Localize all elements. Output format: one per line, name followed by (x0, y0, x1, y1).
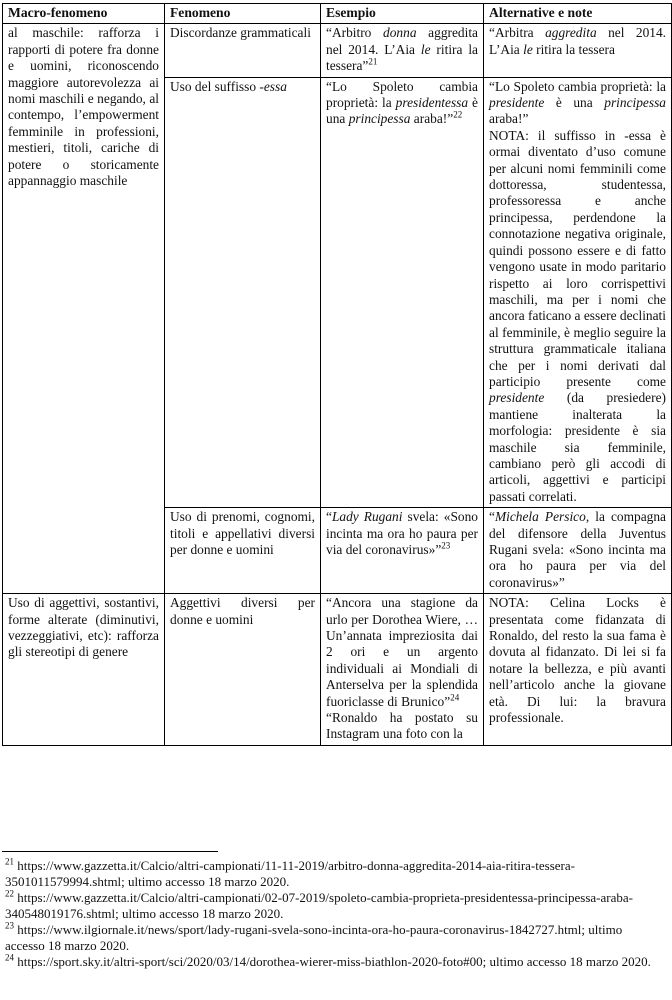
esempio-text: araba!” (410, 111, 454, 127)
footnote-link[interactable]: https://sport.sky.it/altri-sport/sci/2020/03/14/dorothea-wierer-miss-biathlon-2020-foto#00; ultimo accesso 18 marzo 2020. (14, 954, 651, 969)
esempio-italic: donna (383, 25, 417, 41)
header-alternative-note: Alternative e note (484, 4, 672, 24)
fenomeno-cell-aggettivi: Aggettivi diversi per donne e uomini (165, 594, 321, 746)
esempio-italic: Lady Rugani (331, 509, 403, 525)
note-italic: aggredita (545, 25, 597, 41)
esempio-text: svela: «Sono incinta ma ora ho paura per via del coronavirus»” (326, 509, 478, 557)
footnote-link[interactable]: https://www.gazzetta.it/Calcio/altri-campionati/02-07-2019/spoleto-cambia-proprieta-presidentessa-principessa-araba-340548019176.shtml; ultimo accesso 18 marzo 2020. (5, 890, 633, 921)
table-header-row (3, 4, 672, 24)
esempio-italic: le (420, 41, 431, 57)
note-text: “Lo Spoleto cambia proprietà: la (489, 78, 666, 94)
macro-cell-aggettivi: Uso di aggettivi, sostantivi, forme alterate (diminutivi, vezzeggiativi, etc): rafforza gli stereotipi di genere (3, 594, 165, 746)
footnote-number: 21 (5, 856, 14, 867)
esempio-text: “ (326, 509, 332, 525)
footnotes (5, 858, 665, 971)
header-macro-fenomeno: Macro-fenomeno (3, 4, 165, 24)
note-text: NOTA: il suffisso in -essa è ormai diventato d’uso comune per alcuni nomi femminili come dottoressa, studentessa, professoressa e anche principessa, perdendone la connotazione negativa originale, quindi possono essere e di fatto vengono usate in modo paritario rispetto ai loro corrispettivi maschili, ma per i nomi che ancora faticano a essere declinati al femminile, è meglio seguire la struttura grammaticale italiana che per i nomi derivati dal participio presente come (489, 127, 666, 389)
macro-cell-maschile: al maschile: rafforza i rapporti di potere fra donne e uomini, riconoscendo maggiore autorevolezza ai nomi maschili e negando, al contempo, l’empowerment femminile in professioni, mestieri, titoli, cariche di potere o storicamente appannaggio maschile (3, 24, 165, 594)
esempio-text: “Ronaldo ha postato su Instagram una foto con la (326, 710, 478, 742)
note-italic: le (523, 41, 533, 57)
note-italic: Michela Persico (494, 509, 586, 525)
esempio-text: “Arbitro (326, 25, 384, 41)
table-row (3, 24, 672, 77)
footnote-ref-24[interactable]: 24 (450, 692, 460, 703)
fenomeno-italic: -essa (259, 78, 287, 94)
note-text: araba!” (489, 111, 529, 127)
esempio-text: ritira la tessera” (326, 41, 478, 74)
footnote-number: 23 (5, 920, 14, 931)
header-fenomeno: Fenomeno (165, 4, 321, 24)
footnote-24 (5, 954, 665, 970)
footnote-23 (5, 922, 665, 953)
esempio-cell-arbitro (321, 24, 484, 77)
note-text: nel 2014. L’Aia (489, 25, 667, 57)
footnote-ref-22[interactable]: 22 (453, 109, 463, 120)
note-cell-arbitra (484, 24, 672, 77)
esempio-text: aggredita nel 2014. L’Aia (326, 25, 478, 57)
footnote-21 (5, 858, 665, 889)
note-italic: principessa (604, 95, 666, 111)
esempio-text: “Ancora una stagione da urlo per Dorothea Wiere, … Un’annata impreziosita dai 2 ori e un argento individuali ai Mondiali di Anterselva per la splendida fuoriclasse di Brunico” (326, 595, 478, 709)
esempio-italic: presidentessa (395, 95, 469, 111)
fenomeno-cell-prenomi: Uso di prenomi, cognomi, titoli e appellativi diversi per donne e uomini (165, 508, 321, 594)
esempio-cell-spoleto (321, 77, 484, 508)
esempio-italic: principessa (348, 111, 411, 127)
note-cell-persico (484, 508, 672, 594)
header-esempio: Esempio (321, 4, 484, 24)
footnote-22 (5, 890, 665, 921)
phenomena-table (2, 3, 672, 746)
note-text: , la compagna del difensore della Juventus Rugani svela: «Sono incinta ma ora ho paura per via del coronavirus»” (489, 509, 667, 590)
footnote-number: 22 (5, 888, 14, 899)
esempio-text: “Lo Spoleto cambia proprietà: la (326, 78, 478, 111)
note-italic: presidente (489, 95, 545, 111)
footnote-number: 24 (5, 952, 14, 963)
footnote-ref-21[interactable]: 21 (368, 56, 378, 67)
footnote-separator (2, 851, 218, 852)
note-cell-presidente (484, 77, 672, 508)
footnote-link[interactable]: https://www.ilgiornale.it/news/sport/lady-rugani-svela-sono-incinta-ora-ho-paura-coronavirus-1842727.html; ultimo accesso 18 marzo 2020. (5, 922, 623, 953)
esempio-text: è una (326, 95, 478, 127)
note-text: (da presiedere) mantiene inalterata la morfologia: presidente è sia maschile sia femminile, cambiano però gli accodi di articoli, aggettivi e participi passati correlati. (489, 390, 666, 504)
esempio-cell-rugani (321, 508, 484, 594)
fenomeno-cell-discordanze: Discordanze grammaticali (165, 24, 321, 77)
footnote-ref-23[interactable]: 23 (441, 540, 451, 551)
note-cell-locks: NOTA: Celina Locks è presentata come fidanzata di Ronaldo, del resto la sua fama è dovuta al fidanzato. Di lei si fa notare la bellezza, e più avanti nell’articolo anche la giovane età. Di lui: la bravura professionale. (484, 594, 672, 746)
table-row (3, 594, 672, 746)
esempio-cell-wierer (321, 594, 484, 746)
note-text: ritira la tessera (532, 41, 615, 57)
note-text: è una (544, 95, 605, 111)
note-text: “ (489, 509, 495, 525)
fenomeno-text: Uso del suffisso (170, 78, 260, 94)
footnote-link[interactable]: https://www.gazzetta.it/Calcio/altri-campionati/11-11-2019/arbitro-donna-aggredita-2014-aia-ritira-tessera-3501011579994.shtml; ultimo accesso 18 marzo 2020. (5, 858, 575, 889)
fenomeno-cell-suffisso (165, 77, 321, 508)
note-text: “Arbitra (489, 25, 546, 41)
note-italic: presidente (489, 390, 545, 406)
